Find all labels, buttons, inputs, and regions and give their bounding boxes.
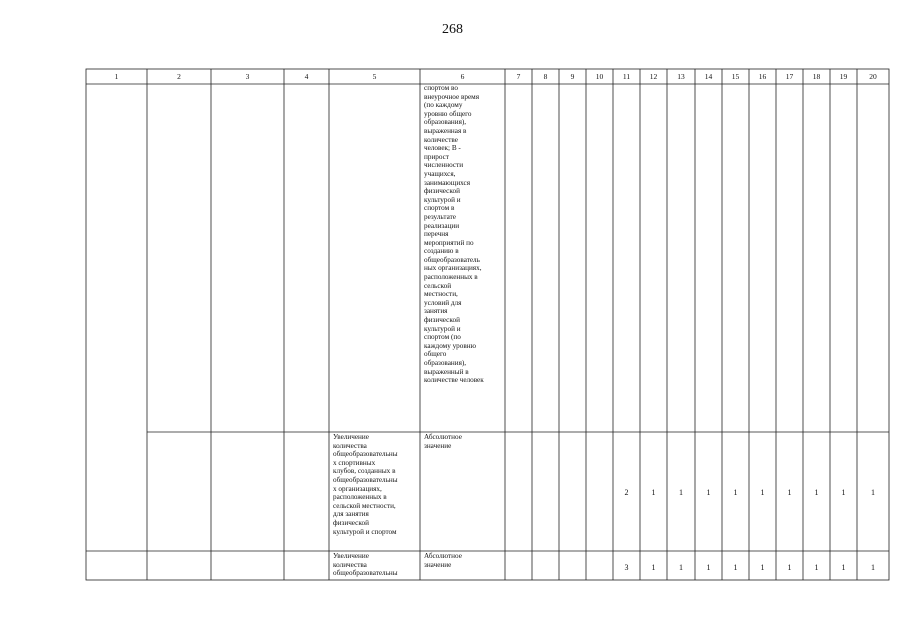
row2-value-15: 1 bbox=[733, 488, 738, 497]
column-header-16: 16 bbox=[758, 72, 767, 81]
column-header-10: 10 bbox=[595, 72, 604, 81]
row2-value-13: 1 bbox=[679, 488, 683, 497]
row2-indicator-name: Увеличение количества общеобразовательны х спортивных клубов, созданных в общеобразовательны х организациях, расположенных в сельской местности, для занятия физической культурой и спортом bbox=[333, 433, 398, 536]
column-header-12: 12 bbox=[649, 72, 658, 81]
row2-value-16: 1 bbox=[760, 488, 765, 497]
column-header-17: 17 bbox=[785, 72, 794, 81]
column-header-20: 20 bbox=[869, 72, 877, 81]
column-header-9: 9 bbox=[570, 72, 575, 81]
row2-value-12: 1 bbox=[651, 488, 656, 497]
column-header-14: 14 bbox=[704, 72, 713, 81]
row2-value-14: 1 bbox=[706, 488, 711, 497]
row2-value-18: 1 bbox=[814, 488, 819, 497]
row3-value-18: 1 bbox=[814, 563, 819, 572]
row2-value-17: 1 bbox=[787, 488, 792, 497]
column-header-7: 7 bbox=[516, 72, 521, 81]
column-header-13: 13 bbox=[677, 72, 685, 81]
row3-value-12: 1 bbox=[651, 563, 656, 572]
column-header-1: 1 bbox=[114, 72, 119, 81]
row1-indicator-formula: спортом во внеурочное время (по каждому уровню общего образования), выраженная в количестве человек; В - прирост численности учащихся, занимающихся физической культурой и спортом в результате реализации перечня мероприятий по созданию в общеобразователь ных организациях, расположенных в сельской местности, условий для занятия физической культурой и спортом (по каждому уровню общего образования), выраженный в количестве человек bbox=[424, 84, 484, 385]
page-number: 268 bbox=[442, 22, 463, 37]
column-header-6: 6 bbox=[460, 72, 465, 81]
row3-value-14: 1 bbox=[706, 563, 711, 572]
column-header-18: 18 bbox=[812, 72, 821, 81]
row2-unit: Абсолютное значение bbox=[424, 433, 462, 450]
column-header-19: 19 bbox=[839, 72, 848, 81]
row3-value-15: 1 bbox=[733, 563, 738, 572]
column-header-15: 15 bbox=[731, 72, 740, 81]
column-header-2: 2 bbox=[177, 72, 181, 81]
row3-value-20: 1 bbox=[871, 563, 875, 572]
row3-value-17: 1 bbox=[787, 563, 792, 572]
row2-value-11: 2 bbox=[624, 488, 629, 497]
column-header-8: 8 bbox=[543, 72, 548, 81]
column-header-3: 3 bbox=[245, 72, 250, 81]
row2-value-20: 1 bbox=[871, 488, 875, 497]
column-header-4: 4 bbox=[304, 72, 309, 81]
row3-value-16: 1 bbox=[760, 563, 765, 572]
row2-value-19: 1 bbox=[841, 488, 846, 497]
row3-value-19: 1 bbox=[841, 563, 846, 572]
row3-value-13: 1 bbox=[679, 563, 683, 572]
row3-indicator-name: Увеличение количества общеобразовательны bbox=[333, 552, 398, 578]
column-header-11: 11 bbox=[622, 72, 631, 81]
row3-unit: Абсолютное значение bbox=[424, 552, 462, 569]
column-header-5: 5 bbox=[372, 72, 377, 81]
row3-value-11: 3 bbox=[624, 563, 629, 572]
